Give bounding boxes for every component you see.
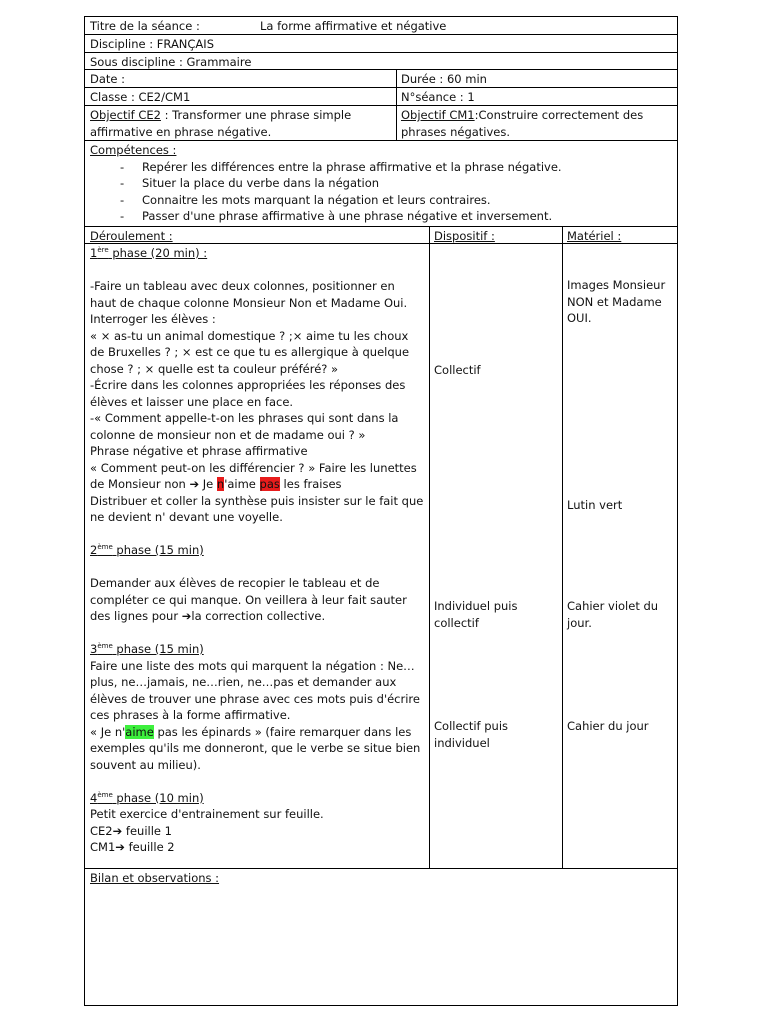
phase-1-text: Distribuer et coller la synthèse puis insister sur le fait que ne devient n' devant une voyelle. bbox=[90, 493, 424, 524]
arrow-icon: ➔ bbox=[181, 609, 192, 623]
phase-3-example: « Je n'aime pas les épinards » (faire remarquer dans les exemples qu'ils me donneront, que le verbe se situe bien souvent au milieu). bbox=[90, 724, 421, 772]
phase-1-text: -Écrire dans les colonnes appropriées les réponses des élèves et laisser une place en face. bbox=[90, 378, 406, 409]
phase-2-materiel: Cahier violet du jour. bbox=[567, 599, 659, 630]
deroulement-column bbox=[85, 244, 429, 868]
header-dispositif: Dispositif : bbox=[434, 229, 495, 243]
highlight-pas: pas bbox=[259, 477, 280, 491]
sub-discipline: Sous discipline : Grammaire bbox=[90, 55, 252, 69]
row-competences bbox=[85, 141, 677, 227]
phase-1-text: -Faire un tableau avec deux colonnes, positionner en haut de chaque colonne Monsieur Non et Madame Oui. bbox=[90, 279, 408, 310]
phase-1-dispositif: Collectif bbox=[434, 363, 481, 377]
objective-cm1-label: Objectif CM1 bbox=[401, 108, 475, 122]
competence-item: - Repérer les différences entre la phrase affirmative et la phrase négative. bbox=[120, 159, 672, 176]
phase-3-dispositif: Collectif puis individuel bbox=[434, 719, 509, 750]
phase-4-ce2: CE2➔ feuille 1 bbox=[90, 823, 172, 838]
objective-cm1 bbox=[396, 106, 677, 140]
competence-item: - Connaitre les mots marquant la négation et leurs contraires. bbox=[120, 192, 672, 209]
date-label: Date : bbox=[90, 72, 126, 86]
phase-3-materiel: Cahier du jour bbox=[567, 719, 649, 733]
bilan-label: Bilan et observations : bbox=[90, 871, 220, 885]
row-body bbox=[85, 244, 677, 869]
phase-2-dispositif: Individuel puis collectif bbox=[434, 599, 518, 630]
phase-4-cm1: CM1➔ feuille 2 bbox=[90, 840, 175, 854]
phase-1-text: -« Comment appelle-t-on les phrases qui sont dans la colonne de monsieur non et de madame oui ? » bbox=[90, 411, 399, 442]
phase-3-title: 3ème phase (15 min) bbox=[90, 642, 204, 656]
phase-1-materiel: Images Monsieur NON et Madame OUI. bbox=[567, 278, 666, 325]
competences-list bbox=[90, 159, 672, 225]
phase-4-text: Petit exercice d'entrainement sur feuille. bbox=[90, 807, 324, 821]
objective-ce2-text: : Transformer une phrase simple affirmative en phrase négative. bbox=[90, 108, 352, 139]
highlight-aime: aime bbox=[125, 724, 154, 739]
lesson-plan-table bbox=[84, 16, 678, 1006]
row-column-headers bbox=[85, 227, 677, 244]
phase-1-title: 1ère phase (20 min) : bbox=[90, 246, 208, 260]
title-label: Titre de la séance : bbox=[90, 19, 200, 33]
phase-2-title: 2ème phase (15 min) bbox=[90, 543, 204, 557]
phase-2-text: Demander aux élèves de recopier le tableau et de compléter ce qui manque. On veillera à leur fait sauter des lignes pour ➔la correction collective. bbox=[90, 576, 407, 623]
discipline: Discipline : FRANÇAIS bbox=[90, 37, 214, 51]
phase-1-materiel-2: Lutin vert bbox=[567, 498, 623, 512]
dispositif-column bbox=[429, 244, 562, 868]
header-deroulement: Déroulement : bbox=[90, 229, 173, 243]
phase-1-text: Phrase négative et phrase affirmative bbox=[90, 444, 308, 458]
materiel-column bbox=[562, 244, 677, 868]
class: Classe : CE2/CM1 bbox=[90, 90, 191, 104]
row-objectives bbox=[85, 106, 677, 141]
competences-label: Compétences : bbox=[90, 143, 177, 157]
objective-ce2 bbox=[85, 106, 396, 140]
phase-3-text: Faire une liste des mots qui marquent la négation : Ne…plus, ne…jamais, ne…rien, ne…pas et demander aux élèves de trouver une phrase avec ces mots puis d'écrire ces phrases à la forme affirmative. bbox=[90, 658, 420, 722]
row-date bbox=[85, 70, 677, 88]
row-class bbox=[85, 88, 677, 106]
objective-cm1-text: :Construire correctement des phrases négatives. bbox=[401, 108, 644, 139]
header-materiel: Matériel : bbox=[567, 229, 622, 243]
competence-item: - Passer d'une phrase affirmative à une phrase négative et inversement. bbox=[120, 208, 672, 225]
row-bilan bbox=[85, 869, 677, 1005]
objective-ce2-label: Objectif CE2 bbox=[90, 108, 161, 122]
arrow-icon: ➔ bbox=[189, 477, 200, 491]
phase-4-title: 4ème phase (10 min) bbox=[90, 790, 204, 805]
phase-1-text: « × as-tu un animal domestique ? ;× aime tu les choux de Bruxelles ? ; × est ce que tu es allergique à quelque chose ? ; × quelle est ta couleur préféré? » bbox=[90, 328, 410, 376]
phase-1-text: Interroger les élèves : bbox=[90, 312, 216, 326]
highlight-n: n bbox=[216, 477, 225, 491]
arrow-icon: ➔ bbox=[115, 840, 125, 854]
duration: Durée : 60 min bbox=[401, 72, 487, 86]
row-title bbox=[85, 17, 677, 35]
arrow-icon: ➔ bbox=[112, 823, 123, 838]
competence-item: - Situer la place du verbe dans la négation bbox=[120, 175, 672, 192]
phase-1-example: « Comment peut-on les différencier ? » Faire les lunettes de Monsieur non ➔ Je n'aime pas les fraises bbox=[90, 460, 417, 491]
title-value: La forme affirmative et négative bbox=[260, 19, 447, 33]
row-discipline bbox=[85, 35, 677, 53]
session-number: N°séance : 1 bbox=[401, 90, 475, 104]
row-sub-discipline bbox=[85, 53, 677, 70]
